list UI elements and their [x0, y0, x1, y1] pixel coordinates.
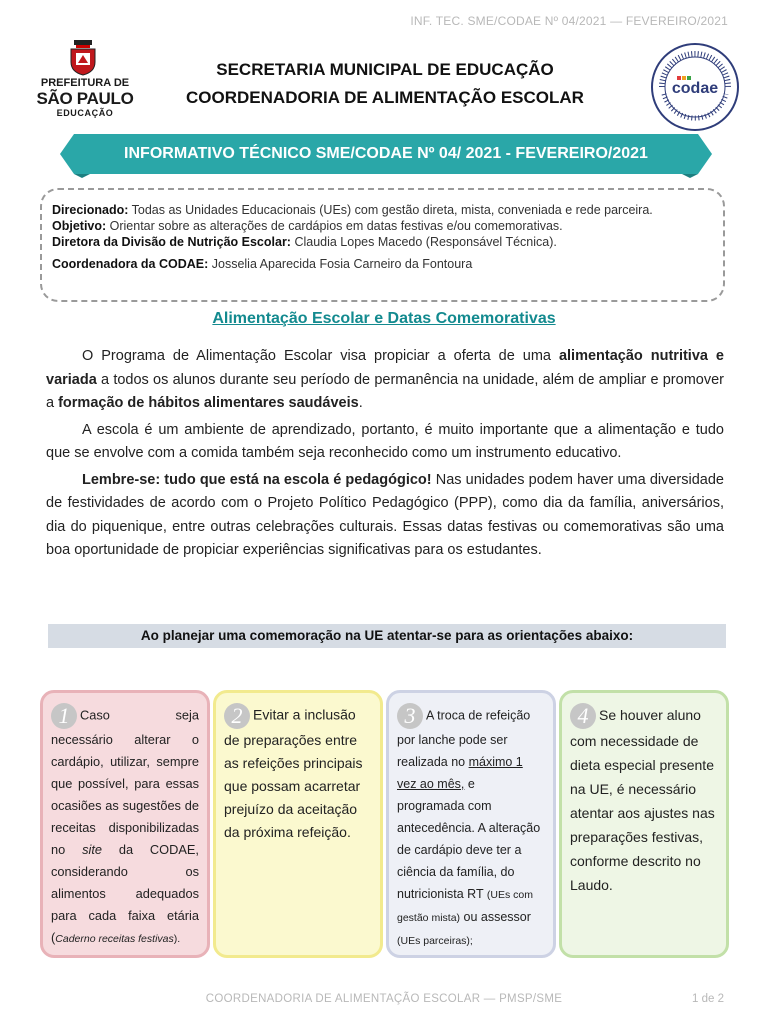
info-box [40, 188, 725, 302]
coat-of-arms-icon [68, 40, 98, 76]
guideline-card-2: 2 Evitar a inclusão de preparações entre as refeições principais que possam acarretar prejuízo da aceitação da próxima refeição. [213, 690, 383, 958]
diretora-text: Claudia Lopes Macedo (Responsável Técnica). [290, 235, 557, 249]
codae-seal-icon [650, 42, 740, 132]
guideline-card-4: 4 Se houver aluno com necessidade de dieta especial presente na UE, é necessário atentar aos ajustes nas preparações festivas, conforme descrito no Laudo. [559, 690, 729, 958]
secretaria-title: SECRETARIA MUNICIPAL DE EDUCAÇÃO [216, 60, 554, 79]
coordenadoria-title: COORDENADORIA DE ALIMENTAÇÃO ESCOLAR [186, 88, 584, 107]
number-badge-icon: 3 [397, 703, 423, 729]
paragraph-2: A escola é um ambiente de aprendizado, portanto, é muito importante que a alimentação e tudo que se envolve com a comida também seja reconhecido como um instrumento educativo. [46, 421, 724, 461]
coordenadora-label: Coordenadora da CODAE: [52, 257, 209, 271]
seal-text: codae [671, 80, 719, 97]
prefeitura-logo [30, 40, 140, 130]
paragraph-1: O Programa de Alimentação Escolar visa propiciar a oferta de uma alimentação nutritiva e variada a todos os alunos durante seu período de permanência na unidade, além de ampliar e promover a formação de hábitos alimentares saudáveis. [46, 348, 724, 411]
objetivo-text: Orientar sobre as alterações de cardápios em datas festivas e/ou comemorativas. [106, 219, 563, 233]
number-badge-icon: 2 [224, 703, 250, 729]
banner-title: INFORMATIVO TÉCNICO SME/CODAE Nº 04/ 2021 - FEVEREIRO/2021 [124, 145, 648, 162]
guideline-card-3: 3 A troca de refeição por lanche pode ser realizada no máximo 1 vez ao mês, e programada com antecedência. A alteração de cardápio deve ter a ciência da família, do nutricionista RT (UEs com gestão mista) ou assessor (UEs parceiras); [386, 690, 556, 958]
diretora-label: Diretora da Divisão de Nutrição Escolar: [52, 235, 291, 249]
logo-line-3: EDUCAÇÃO [56, 108, 114, 118]
coordenadora-text: Josselia Aparecida Fosia Carneiro da Fontoura [208, 257, 473, 271]
direcionado-label: Direcionado: [52, 203, 129, 217]
paragraph-3: Lembre-se: tudo que está na escola é pedagógico! Nas unidades podem haver uma diversidade de festividades de acordo com o Projeto Político Pedagógico (PPP), como dia da família, aniversários, dia do piquenique, entre outras celebrações culturais. Essas datas festivas ou comemorativas são uma boa oportunidade de propiciar experiências significativas para os estudantes. [46, 471, 724, 558]
guideline-card-1: 1 Caso seja necessário alterar o cardápio, utilizar, sempre que possível, para essas ocasiões as sugestões de receitas disponibilizadas no site da CODAE, considerando os alimentos adequados para cada faixa etária (Caderno receitas festivas). [40, 690, 210, 958]
number-badge-icon: 4 [570, 703, 596, 729]
footer-text: COORDENADORIA DE ALIMENTAÇÃO ESCOLAR — PMSP/SME [205, 993, 563, 1005]
logo-line-2: SÃO PAULO [36, 89, 134, 108]
body-text [46, 345, 724, 566]
section-title: Alimentação Escolar e Datas Comemorativas [212, 310, 556, 327]
number-badge-icon: 1 [51, 703, 77, 729]
orientation-header: Ao planejar uma comemoração na UE atentar-se para as orientações abaixo: [48, 624, 726, 648]
page-number: 1 de 2 [692, 993, 724, 1005]
document-reference: INF. TEC. SME/CODAE Nº 04/2021 — FEVEREIRO/2021 [410, 14, 728, 28]
direcionado-text: Todas as Unidades Educacionais (UEs) com gestão direta, mista, conveniada e rede parceira. [128, 203, 653, 217]
logo-line-1: PREFEITURA DE [40, 77, 130, 89]
objetivo-label: Objetivo: [52, 219, 107, 233]
